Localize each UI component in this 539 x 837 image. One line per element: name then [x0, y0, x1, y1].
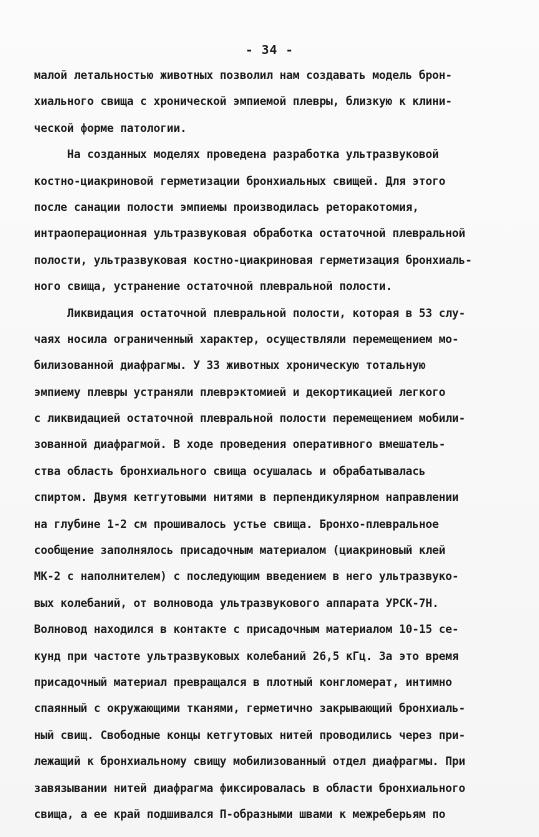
text-line: лежащий к бронхиальному свищу мобилизованный отдел диафрагмы. При [34, 755, 466, 769]
text-line: интраоперационная ультразвуковая обработка остаточной плевральной [34, 227, 466, 241]
text-line: ного свища, устранение остаточной плевральной полости. [34, 280, 393, 294]
text-line: билизованной диафрагмы. У 33 животных хроническую тотальную [34, 359, 426, 373]
text-line: На созданных моделях проведена разработка ультразвуковой [34, 148, 439, 162]
text-line: ства область бронхиального свища осушалась и обрабатывалась [34, 464, 426, 478]
text-line: сообщение заполнялось присадочным материалом (циакриновый клей [34, 544, 446, 558]
text-line: свища, а ее край подшивался П-образными швами к межреберьям по [34, 807, 446, 821]
text-line: присадочный материал превращался в плотный конгломерат, интимно [34, 675, 453, 689]
body-text [34, 63, 500, 828]
text-line: ный свищ. Свободные концы кетгутовых нитей проводились через при- [34, 728, 466, 742]
text-line: кунд при частоте ультразвуковых колебаний 26,5 кГц. За это время [34, 649, 459, 663]
text-line: вых колебаний, от волновода ультразвукового аппарата УРСК-7Н. [34, 596, 439, 610]
text-line: после санации полости эмпиемы производилась реторакотомия, [34, 200, 419, 214]
text-line: ческой форме патологии. [34, 121, 187, 135]
text-line: Волновод находился в контакте с присадочным материалом 10-15 се- [34, 623, 459, 637]
text-line: малой летальностью животных позволил нам создавать модель брон- [34, 69, 453, 82]
text-line: на глубине 1-2 см прошивалось устье свища. Бронхо-плевральное [34, 517, 439, 531]
text-line: МК-2 с наполнителем) с последующим введением в него ультразвуко- [34, 570, 459, 584]
text-line: эмпиему плевры устраняли плеврэктомией и декортикацией легкого [34, 385, 446, 399]
page-number: - 34 - [245, 42, 294, 57]
text-line: Ликвидация остаточной плевральной полости, которая в 53 слу- [34, 306, 466, 320]
text-line: чаях носила ограниченный характер, осуществляли перемещением мо- [34, 332, 459, 346]
text-line: полости, ультразвуковая костно-циакриновая герметизация бронхиаль- [34, 253, 472, 267]
text-line: с ликвидацией остаточной плевральной полости перемещением мобили- [34, 412, 466, 426]
text-line: хиального свища с хронической эмпиемой плевры, близкую к клини- [34, 95, 453, 109]
text-line: спаянный с окружающими тканями, герметично закрывающий бронхиаль- [34, 702, 466, 716]
text-line: спиртом. Двумя кетгутовыми нитями в перпендикулярном направлении [34, 491, 459, 505]
text-line: костно-циакриновой герметизации бронхиальных свищей. Для этого [34, 174, 446, 188]
text-line: зованной диафрагмой. В ходе проведения оперативного вмешатель- [34, 438, 446, 452]
text-line: завязывании нитей диафрагма фиксировалась в области бронхиального [34, 781, 466, 795]
